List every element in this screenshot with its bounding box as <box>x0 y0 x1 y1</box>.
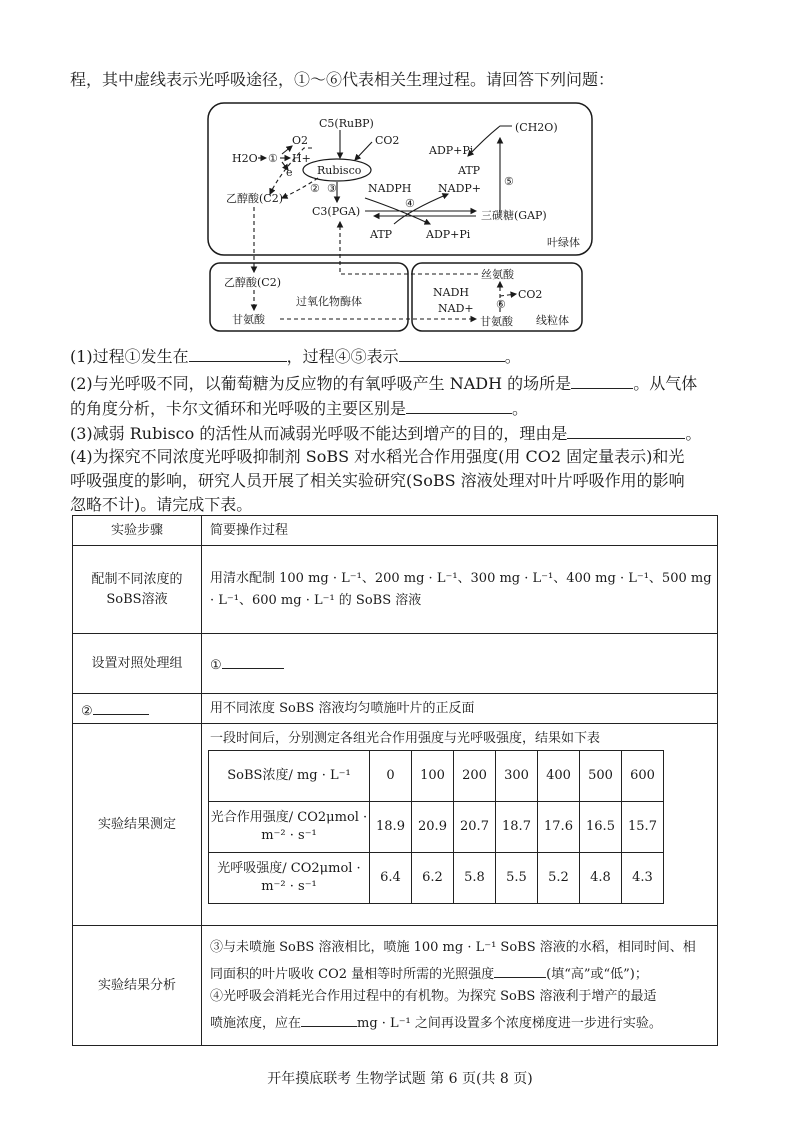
measure-intro: 一段时间后，分别测定各组光合作用强度与光呼吸强度，结果如下表 <box>210 731 601 746</box>
table-row <box>209 751 664 802</box>
analysis-blank-4[interactable] <box>301 1008 357 1027</box>
photosynthesis-cell: 16.5 <box>580 802 622 853</box>
analysis-line-3: ④光呼吸会消耗光合作用过程中的有机物。为探究 SoBS 溶液利于增产的最适 <box>210 988 657 1004</box>
q3-blank[interactable] <box>567 420 685 439</box>
concentration-cell: 500 <box>580 751 622 802</box>
o2-label: O2 <box>292 134 309 147</box>
process-1-label: ① <box>268 152 278 165</box>
analysis-text-4b: mg · L⁻¹ 之间再设置多个浓度梯度进一步进行实验。 <box>357 1015 662 1031</box>
photosynthesis-cell: 17.6 <box>538 802 580 853</box>
serine-label: 丝氨酸 <box>481 268 514 281</box>
photorespiration-cell: 5.8 <box>454 853 496 904</box>
analysis-text-2b: (填“高”或“低”)； <box>546 966 648 982</box>
row-control-label: 设置对照处理组 <box>73 634 202 694</box>
concentration-cell: 400 <box>538 751 580 802</box>
electron-label: e <box>286 166 293 179</box>
process-2-label: ② <box>310 182 320 195</box>
q2-text-a: (2)与光呼吸不同，以葡萄糖为反应物的有氧呼吸产生 NADH 的场所是 <box>70 374 572 393</box>
photosynthesis-cell: 15.7 <box>622 802 664 853</box>
row-prepare-text: 用清水配制 100 mg · L⁻¹、200 mg · L⁻¹、300 mg · L⁻¹、400 mg · L⁻¹、500 mg · L⁻¹、600 mg · L⁻¹ 的 SoBS 溶液 <box>202 546 718 634</box>
photosynthesis-cell: 18.7 <box>496 802 538 853</box>
control-blank-number: ① <box>210 658 222 673</box>
question-1 <box>70 343 521 369</box>
mitochondrion-label: 线粒体 <box>536 314 569 327</box>
photorespiration-cell: 6.2 <box>412 853 454 904</box>
data-table <box>208 750 664 904</box>
ch2o-label: (CH2O) <box>515 121 558 134</box>
glycolate-peroxisome-label: 乙醇酸(C2) <box>224 276 281 289</box>
process-3-label: ③ <box>327 182 337 195</box>
adp-pi-top-label: ADP+Pi <box>429 144 474 157</box>
nadh-label: NADH <box>433 286 469 299</box>
question-2-line-1 <box>70 370 697 396</box>
table-row <box>209 853 664 904</box>
q3-text-a: (3)减弱 Rubisco 的活性从而减弱光呼吸不能达到增产的目的，理由是 <box>70 424 568 443</box>
analysis-text-4a: 喷施浓度，应在 <box>210 1015 302 1031</box>
photosynthesis-cell: 20.9 <box>412 802 454 853</box>
question-2-line-2 <box>70 395 528 421</box>
page-footer: 开年摸底联考 生物学试题 第 6 页(共 8 页) <box>267 1071 533 1087</box>
photorespiration-cell: 5.5 <box>496 853 538 904</box>
concentration-cell: 300 <box>496 751 538 802</box>
c5-label: C5(RuBP) <box>319 117 374 130</box>
photorespiration-cell: 5.2 <box>538 853 580 904</box>
control-blank[interactable] <box>222 650 284 669</box>
table-row <box>209 802 664 853</box>
q2-blank-1[interactable] <box>571 370 633 389</box>
photorespiration-cell: 4.8 <box>580 853 622 904</box>
step2-blank[interactable] <box>93 696 149 715</box>
adp-pi-bottom-label: ADP+Pi <box>426 228 471 241</box>
q1-blank-1[interactable] <box>189 343 287 362</box>
analysis-text-2a: 同面积的叶片吸收 CO2 量相等时所需的光照强度 <box>210 966 495 982</box>
question-4-line-3: 忽略不计)。请完成下表。 <box>70 495 253 514</box>
nadp-label: NADP+ <box>438 182 482 195</box>
step2-number: ② <box>81 703 93 719</box>
h2o-label: H2O <box>232 152 258 165</box>
row-analysis-label: 实验结果分析 <box>73 926 202 1046</box>
analysis-line-2 <box>210 959 717 986</box>
q1-blank-2[interactable] <box>399 343 505 362</box>
peroxisome-label: 过氧化物酶体 <box>296 295 362 308</box>
experiment-table <box>72 515 718 1046</box>
nad-label: NAD+ <box>438 302 474 315</box>
q1-text-a: (1)过程①发生在 <box>70 347 189 366</box>
concentration-cell: 100 <box>412 751 454 802</box>
q2-text-d: 。 <box>512 399 529 418</box>
process-4-label: ④ <box>405 197 415 210</box>
row-analysis-cell <box>202 926 718 1046</box>
co2-label: CO2 <box>375 134 400 147</box>
photosynthesis-cell: 20.7 <box>454 802 496 853</box>
co2-mito-label: CO2 <box>518 288 543 301</box>
analysis-line-4 <box>210 1008 717 1035</box>
row-step2-cell <box>73 694 202 724</box>
q1-text-c: 。 <box>504 347 521 366</box>
question-3 <box>70 420 701 446</box>
row-control-cell <box>202 634 718 694</box>
header-step: 实验步骤 <box>73 516 202 546</box>
q1-text-b: ，过程④⑤表示 <box>286 347 399 366</box>
row-spray-text: 用不同浓度 SoBS 溶液均匀喷施叶片的正反面 <box>202 694 718 724</box>
q2-text-c: 的角度分析，卡尔文循环和光呼吸的主要区别是 <box>70 399 407 418</box>
q2-blank-2[interactable] <box>406 395 512 414</box>
process-6-label: ⑥ <box>496 298 506 311</box>
photorespiration-cell: 6.4 <box>370 853 412 904</box>
concentration-cell: 600 <box>622 751 664 802</box>
question-4-line-2: 呼吸强度的影响，研究人员开展了相关实验研究(SoBS 溶液处理对叶片呼吸作用的影响 <box>70 471 685 490</box>
process-5-label: ⑤ <box>504 175 514 188</box>
concentration-header: SoBS浓度/ mg · L⁻¹ <box>209 751 370 802</box>
atp-bottom-label: ATP <box>370 228 393 241</box>
row-measure-label: 实验结果测定 <box>73 724 202 926</box>
glycine-label: 甘氨酸 <box>232 313 265 326</box>
intro-line: 程，其中虚线表示光呼吸途径，①～⑥代表相关生理过程。请回答下列问题： <box>70 70 615 89</box>
row-measure-cell <box>202 724 718 926</box>
q2-text-b: 。从气体 <box>633 374 698 393</box>
concentration-cell: 200 <box>454 751 496 802</box>
analysis-blank-3[interactable] <box>494 959 546 978</box>
glycolate-label: 乙醇酸(C2) <box>226 192 283 205</box>
glycine-mito-label: 甘氨酸 <box>480 315 513 328</box>
photosynthesis-cell: 18.9 <box>370 802 412 853</box>
c3-pga-label: C3(PGA) <box>312 205 361 218</box>
question-4-line-1: (4)为探究不同浓度光呼吸抑制剂 SoBS 对水稻光合作用强度(用 CO2 固定量表示)和光 <box>70 447 685 466</box>
gap-label: 三碳糖(GAP) <box>481 209 547 222</box>
atp-top-label: ATP <box>458 164 481 177</box>
photorespiration-diagram <box>200 98 600 338</box>
q3-text-b: 。 <box>685 424 702 443</box>
chloroplast-label: 叶绿体 <box>547 236 580 249</box>
photorespiration-cell: 4.3 <box>622 853 664 904</box>
nadph-label: NADPH <box>368 182 412 195</box>
rubisco-label: Rubisco <box>317 164 362 177</box>
analysis-line-1: ③与未喷施 SoBS 溶液相比，喷施 100 mg · L⁻¹ SoBS 溶液的水稻，相同时间、相 <box>210 939 696 955</box>
concentration-cell: 0 <box>370 751 412 802</box>
photorespiration-header: 光呼吸强度/ CO2μmol · m⁻² · s⁻¹ <box>209 853 370 904</box>
photosynthesis-header: 光合作用强度/ CO2μmol · m⁻² · s⁻¹ <box>209 802 370 853</box>
row-prepare-label: 配制不同浓度的SoBS溶液 <box>73 546 202 634</box>
header-procedure: 简要操作过程 <box>202 516 718 546</box>
hplus-label: H+ <box>292 152 311 165</box>
